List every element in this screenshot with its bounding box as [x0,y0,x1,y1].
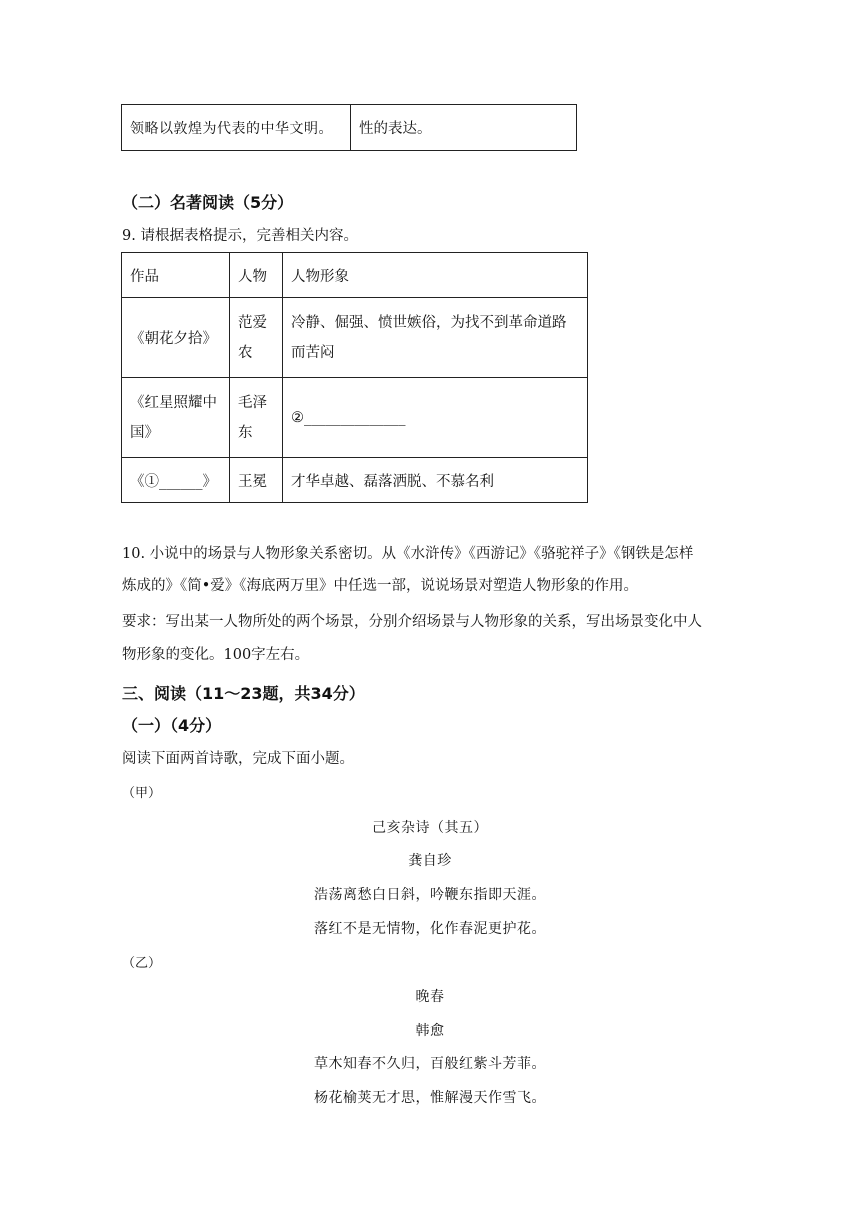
poem-a-author: 龚自珍 [408,853,452,869]
cell-person-line: 范爱 [238,314,267,331]
cell-image-line: 而苦闷 [291,344,335,361]
cell-person: 王冕 [230,458,283,503]
header-person: 人物 [230,253,283,298]
cell-work [122,378,230,458]
header-image: 人物形象 [283,253,588,298]
poem-b-line: 杨花榆荚无才思，惟解漫天作雪飞。 [314,1090,546,1106]
table-header-row [122,253,588,298]
section-heading-reading: 三、阅读（11～23题，共34分） [122,684,365,703]
poem-a-line: 落红不是无情物，化作春泥更护花。 [314,921,546,937]
poem-b-author: 韩愈 [415,1023,445,1039]
cell-work-line: 国》 [130,424,159,441]
question-10-line: 10. 小说中的场景与人物形象关系密切。从《水浒传》《西游记》《骆驼祥子》《钢铁是怎样 [122,546,694,562]
question-10-line: 物形象的变化。100字左右。 [122,647,310,663]
poem-a-line: 浩荡离愁白日斜，吟鞭东指即天涯。 [314,887,546,903]
cell-person-line: 毛泽 [238,394,267,411]
cell-image: 才华卓越、磊落洒脱、不慕名利 [283,458,588,503]
cell-person-line: 农 [238,344,253,361]
question-10-line: 要求：写出某一人物所处的两个场景，分别介绍场景与人物形象的关系，写出场景变化中人 [122,614,702,630]
cell-work-line: 《红星照耀中 [130,394,217,411]
question-9: 9. 请根据表格提示，完善相关内容。 [122,228,358,244]
top-table [121,104,577,151]
header-work: 作品 [122,253,230,298]
sub-heading-part-1: （一）（4分） [122,716,222,735]
cell-work: 《朝花夕拾》 [122,298,230,378]
table-row [122,458,588,503]
cell-work-blank: 《①______》 [122,458,230,503]
table-row [122,378,588,458]
cell-image [283,298,588,378]
cell-image-blank: ②______________ [283,378,588,458]
classics-table [121,252,588,503]
top-table-cell-left: 领略以敦煌为代表的中华文明。 [122,105,351,151]
reading-instruction: 阅读下面两首诗歌，完成下面小题。 [122,751,354,767]
cell-person [230,378,283,458]
section-heading-classics: （二）名著阅读（5分） [122,193,294,212]
poem-a-title: 己亥杂诗（其五） [372,820,488,836]
cell-image-line: 冷静、倔强、愤世嫉俗，为找不到革命道路 [291,314,567,331]
poem-b-marker: （乙） [122,956,162,971]
question-10-line: 炼成的》《简•爱》《海底两万里》中任选一部，说说场景对塑造人物形象的作用。 [122,578,639,594]
top-table-cell-right: 性的表达。 [351,105,577,151]
cell-person-line: 东 [238,424,253,441]
cell-person [230,298,283,378]
poem-a-marker: （甲） [122,786,162,801]
table-row [122,298,588,378]
poem-b-title: 晚春 [415,989,445,1005]
poem-b-line: 草木知春不久归，百般红紫斗芳菲。 [314,1056,546,1072]
